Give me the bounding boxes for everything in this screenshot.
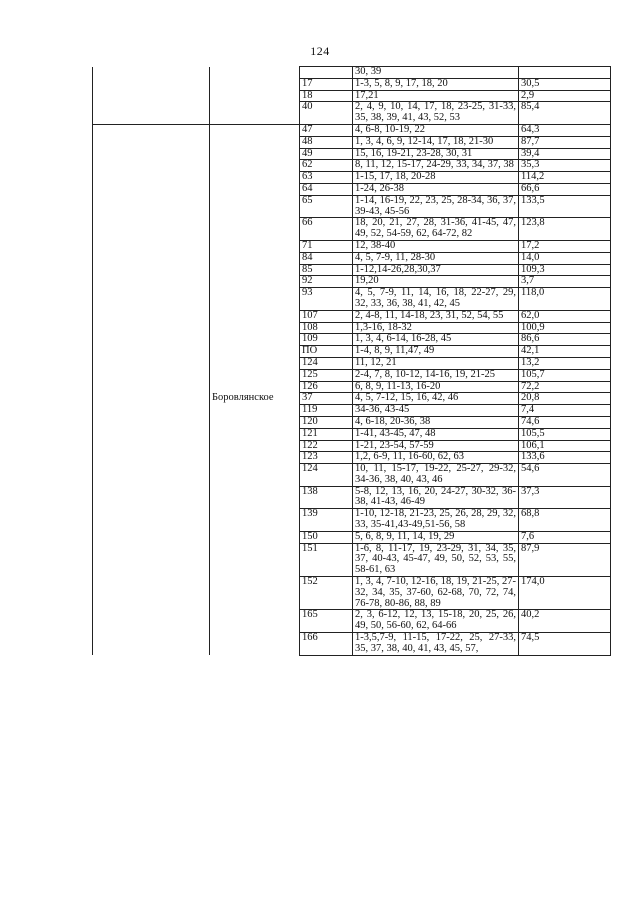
- district-cell: [93, 610, 210, 633]
- district-cell: [93, 509, 210, 532]
- area-value: 30,5: [519, 78, 611, 90]
- lots-list: 2, 3, 6-12, 12, 13, 15-18, 20, 25, 26, 49, 50, 56-60, 62, 64-66: [353, 610, 519, 633]
- district-cell: [93, 369, 210, 381]
- area-value: 72,2: [519, 381, 611, 393]
- quarter-number: 125: [300, 369, 353, 381]
- quarter-number: 84: [300, 252, 353, 264]
- area-value: 109,3: [519, 264, 611, 276]
- table-row: [93, 172, 611, 184]
- district-cell: [93, 90, 210, 102]
- area-value: 17,2: [519, 240, 611, 252]
- district-cell: [93, 148, 210, 160]
- district-cell: [93, 381, 210, 393]
- table-row: [93, 381, 611, 393]
- lots-list: 1,3-16, 18-32: [353, 322, 519, 334]
- district-cell: [93, 357, 210, 369]
- district-cell: [93, 102, 210, 125]
- quarter-number: 121: [300, 428, 353, 440]
- quarter-number: 152: [300, 577, 353, 610]
- district-cell: [93, 543, 210, 576]
- district-cell: [93, 486, 210, 509]
- area-value: 87,9: [519, 543, 611, 576]
- lots-list: 1-3,5,7-9, 11-15, 17-22, 25, 27-33, 35, 37, 38, 40, 41, 43, 45, 57,: [353, 633, 519, 656]
- lots-list: 1-41, 43-45, 47, 48: [353, 428, 519, 440]
- lots-list: 15, 16, 19-21, 23-28, 30, 31: [353, 148, 519, 160]
- district-cell: [93, 136, 210, 148]
- lots-list: 1,2, 6-9, 11, 16-60, 62, 63: [353, 452, 519, 464]
- forestry-cell: [210, 440, 300, 452]
- forestry-cell: [210, 357, 300, 369]
- lots-list: 1, 3, 4, 7-10, 12-16, 18, 19, 21-25, 27-32, 34, 35, 37-60, 62-68, 70, 72, 74, 76-78, 80-86, 88, 89: [353, 577, 519, 610]
- area-value: 66,6: [519, 183, 611, 195]
- quarter-number: 119: [300, 405, 353, 417]
- lots-list: 1-21, 23-54, 57-59: [353, 440, 519, 452]
- forestry-cell: [210, 288, 300, 311]
- table-row: [93, 78, 611, 90]
- quarter-number: 93: [300, 288, 353, 311]
- table-row: [93, 405, 611, 417]
- lots-list: 1, 3, 4, 6, 9, 12-14, 17, 18, 21-30: [353, 136, 519, 148]
- district-cell: [93, 531, 210, 543]
- forestry-cell: [210, 543, 300, 576]
- table-row: [93, 218, 611, 241]
- area-value: 100,9: [519, 322, 611, 334]
- table-row: [93, 543, 611, 576]
- district-cell: [93, 288, 210, 311]
- district-cell: [93, 252, 210, 264]
- quarter-number: 63: [300, 172, 353, 184]
- lots-list: 4, 6-8, 10-19, 22: [353, 124, 519, 136]
- lots-list: 1-15, 17, 18, 20-28: [353, 172, 519, 184]
- quarter-number: 126: [300, 381, 353, 393]
- table-row: [93, 148, 611, 160]
- table-row: [93, 240, 611, 252]
- district-cell: [93, 428, 210, 440]
- lots-list: 1-24, 26-38: [353, 183, 519, 195]
- table-row: [93, 610, 611, 633]
- forestry-cell: [210, 78, 300, 90]
- quarter-number: 138: [300, 486, 353, 509]
- quarter-number: 37: [300, 393, 353, 405]
- lots-list: 18, 20, 21, 27, 28, 31-36, 41-45, 47, 49, 52, 54-59, 62, 64-72, 82: [353, 218, 519, 241]
- area-value: 114,2: [519, 172, 611, 184]
- lots-list: 8, 11, 12, 15-17, 24-29, 33, 34, 37, 38: [353, 160, 519, 172]
- lots-list: 17,21: [353, 90, 519, 102]
- quarter-number: 166: [300, 633, 353, 656]
- forestry-cell: [210, 102, 300, 125]
- district-cell: [93, 322, 210, 334]
- table-row: [93, 102, 611, 125]
- district-cell: [93, 452, 210, 464]
- lots-list: 1-12,14-26,28,30,37: [353, 264, 519, 276]
- table-row: [93, 310, 611, 322]
- forestry-cell: [210, 531, 300, 543]
- lots-list: 2, 4, 9, 10, 14, 17, 18, 23-25, 31-33, 35, 38, 39, 41, 43, 52, 53: [353, 102, 519, 125]
- forestry-cell: [210, 610, 300, 633]
- page-number: 124: [310, 44, 330, 58]
- forestry-cell: [210, 428, 300, 440]
- forestry-cell: [210, 486, 300, 509]
- table-row: [93, 633, 611, 656]
- district-cell: [93, 276, 210, 288]
- table-row: [93, 509, 611, 532]
- area-value: 74,6: [519, 416, 611, 428]
- area-value: 62,0: [519, 310, 611, 322]
- area-value: 174,0: [519, 577, 611, 610]
- quarter-number: 62: [300, 160, 353, 172]
- forestry-cell: [210, 369, 300, 381]
- area-value: 85,4: [519, 102, 611, 125]
- quarter-number: 18: [300, 90, 353, 102]
- lots-list: 2-4, 7, 8, 10-12, 14-16, 19, 21-25: [353, 369, 519, 381]
- area-value: 74,5: [519, 633, 611, 656]
- table-row: [93, 393, 611, 405]
- district-cell: [93, 334, 210, 346]
- district-cell: [93, 183, 210, 195]
- forestry-cell: [210, 322, 300, 334]
- lots-list: 6, 8, 9, 11-13, 16-20: [353, 381, 519, 393]
- area-value: 68,8: [519, 509, 611, 532]
- quarter-number: 71: [300, 240, 353, 252]
- quarter-number: 65: [300, 195, 353, 218]
- plots-table: [92, 66, 611, 656]
- quarter-number: 40: [300, 102, 353, 125]
- forestry-cell: [210, 509, 300, 532]
- forestry-cell: [210, 577, 300, 610]
- area-value: 64,3: [519, 124, 611, 136]
- area-value: 42,1: [519, 346, 611, 358]
- quarter-number: 124: [300, 464, 353, 487]
- table-row: [93, 124, 611, 136]
- table-row: [93, 136, 611, 148]
- table-row: [93, 464, 611, 487]
- table-row: [93, 357, 611, 369]
- quarter-number: 17: [300, 78, 353, 90]
- quarter-number: 47: [300, 124, 353, 136]
- lots-list: 34-36, 43-45: [353, 405, 519, 417]
- area-value: 13,2: [519, 357, 611, 369]
- lots-list: 10, 11, 15-17, 19-22, 25-27, 29-32, 34-36, 38, 40, 43, 46: [353, 464, 519, 487]
- lots-list: 2, 4-8, 11, 14-18, 23, 31, 52, 54, 55: [353, 310, 519, 322]
- forestry-cell: [210, 252, 300, 264]
- district-cell: [93, 405, 210, 417]
- area-value: 118,0: [519, 288, 611, 311]
- table-row: [93, 276, 611, 288]
- quarter-number: 107: [300, 310, 353, 322]
- forestry-cell: [210, 405, 300, 417]
- district-cell: [93, 172, 210, 184]
- area-value: 54,6: [519, 464, 611, 487]
- forestry-cell: [210, 346, 300, 358]
- area-value: 105,7: [519, 369, 611, 381]
- district-cell: [93, 393, 210, 405]
- lots-list: 1-4, 8, 9, 11,47, 49: [353, 346, 519, 358]
- district-cell: [93, 440, 210, 452]
- forestry-cell: [210, 310, 300, 322]
- table-row: [93, 288, 611, 311]
- district-cell: [93, 577, 210, 610]
- quarter-number: 109: [300, 334, 353, 346]
- table-row: [93, 486, 611, 509]
- forestry-cell: [210, 416, 300, 428]
- area-value: 2,9: [519, 90, 611, 102]
- lots-list: 1-10, 12-18, 21-23, 25, 26, 28, 29, 32, 33, 35-41,43-49,51-56, 58: [353, 509, 519, 532]
- quarter-number: ПО: [300, 346, 353, 358]
- forestry-cell: [210, 464, 300, 487]
- district-cell: [93, 464, 210, 487]
- area-value: 20,8: [519, 393, 611, 405]
- forestry-cell: [210, 264, 300, 276]
- quarter-number: 150: [300, 531, 353, 543]
- quarter-number: 92: [300, 276, 353, 288]
- area-value: 133,5: [519, 195, 611, 218]
- district-cell: [93, 416, 210, 428]
- quarter-number: 49: [300, 148, 353, 160]
- quarter-number: [300, 67, 353, 79]
- forestry-cell: [210, 124, 300, 136]
- area-value: 133,6: [519, 452, 611, 464]
- table-row: [93, 452, 611, 464]
- lots-list: 19,20: [353, 276, 519, 288]
- forestry-cell: [210, 276, 300, 288]
- district-cell: [93, 195, 210, 218]
- table-row: [93, 440, 611, 452]
- table-row: [93, 264, 611, 276]
- lots-list: 12, 38-40: [353, 240, 519, 252]
- forestry-cell: [210, 148, 300, 160]
- quarter-number: 122: [300, 440, 353, 452]
- area-value: 3,7: [519, 276, 611, 288]
- forestry-cell: [210, 633, 300, 656]
- district-cell: [93, 310, 210, 322]
- quarter-number: 108: [300, 322, 353, 334]
- forestry-name: Боровлянское: [210, 393, 300, 405]
- table-row: [93, 67, 611, 79]
- area-value: [519, 67, 611, 79]
- district-cell: [93, 67, 210, 79]
- quarter-number: 64: [300, 183, 353, 195]
- district-cell: [93, 633, 210, 656]
- lots-list: 4, 5, 7-9, 11, 28-30: [353, 252, 519, 264]
- forestry-cell: [210, 160, 300, 172]
- table-row: [93, 577, 611, 610]
- forestry-cell: [210, 334, 300, 346]
- table-row: [93, 322, 611, 334]
- district-cell: [93, 218, 210, 241]
- table-row: [93, 183, 611, 195]
- area-value: 106,1: [519, 440, 611, 452]
- forestry-cell: [210, 172, 300, 184]
- table-row: [93, 160, 611, 172]
- area-value: 39,4: [519, 148, 611, 160]
- forestry-cell: [210, 218, 300, 241]
- lots-list: 1, 3, 4, 6-14, 16-28, 45: [353, 334, 519, 346]
- lots-list: 30, 39: [353, 67, 519, 79]
- lots-list: 4, 5, 7-9, 11, 14, 16, 18, 22-27, 29, 32, 33, 36, 38, 41, 42, 45: [353, 288, 519, 311]
- table-row: [93, 252, 611, 264]
- forest-plot-table: [92, 66, 611, 656]
- lots-list: 4, 5, 7-12, 15, 16, 42, 46: [353, 393, 519, 405]
- table-row: [93, 195, 611, 218]
- area-value: 14,0: [519, 252, 611, 264]
- district-cell: [93, 78, 210, 90]
- lots-list: 11, 12, 21: [353, 357, 519, 369]
- lots-list: 1-6, 8, 11-17, 19, 23-29, 31, 34, 35, 37, 40-43, 45-47, 49, 50, 52, 53, 55, 58-61, 63: [353, 543, 519, 576]
- area-value: 7,6: [519, 531, 611, 543]
- quarter-number: 151: [300, 543, 353, 576]
- lots-list: 4, 6-18, 20-36, 38: [353, 416, 519, 428]
- area-value: 37,3: [519, 486, 611, 509]
- area-value: 40,2: [519, 610, 611, 633]
- table-row: [93, 369, 611, 381]
- table-row: [93, 346, 611, 358]
- forestry-cell: [210, 90, 300, 102]
- area-value: 7,4: [519, 405, 611, 417]
- forestry-cell: [210, 240, 300, 252]
- lots-list: 5-8, 12, 13, 16, 20, 24-27, 30-32, 36-38, 41-43, 46-49: [353, 486, 519, 509]
- lots-list: 5, 6, 8, 9, 11, 14, 19, 29: [353, 531, 519, 543]
- district-cell: [93, 346, 210, 358]
- quarter-number: 120: [300, 416, 353, 428]
- quarter-number: 139: [300, 509, 353, 532]
- lots-list: 1-3, 5, 8, 9, 17, 18, 20: [353, 78, 519, 90]
- area-value: 86,6: [519, 334, 611, 346]
- table-row: [93, 334, 611, 346]
- quarter-number: 66: [300, 218, 353, 241]
- area-value: 35,3: [519, 160, 611, 172]
- lots-list: 1-14, 16-19, 22, 23, 25, 28-34, 36, 37, 39-43, 45-56: [353, 195, 519, 218]
- forestry-cell: [210, 452, 300, 464]
- quarter-number: 123: [300, 452, 353, 464]
- quarter-number: 124: [300, 357, 353, 369]
- district-cell: [93, 160, 210, 172]
- forestry-cell: [210, 67, 300, 79]
- district-cell: [93, 240, 210, 252]
- forestry-cell: [210, 183, 300, 195]
- quarter-number: 165: [300, 610, 353, 633]
- table-row: [93, 428, 611, 440]
- area-value: 105,5: [519, 428, 611, 440]
- forestry-cell: [210, 195, 300, 218]
- table-row: [93, 531, 611, 543]
- table-row: [93, 90, 611, 102]
- district-cell: [93, 124, 210, 136]
- table-row: [93, 416, 611, 428]
- area-value: 123,8: [519, 218, 611, 241]
- quarter-number: 48: [300, 136, 353, 148]
- district-cell: [93, 264, 210, 276]
- quarter-number: 85: [300, 264, 353, 276]
- forestry-cell: [210, 136, 300, 148]
- area-value: 87,7: [519, 136, 611, 148]
